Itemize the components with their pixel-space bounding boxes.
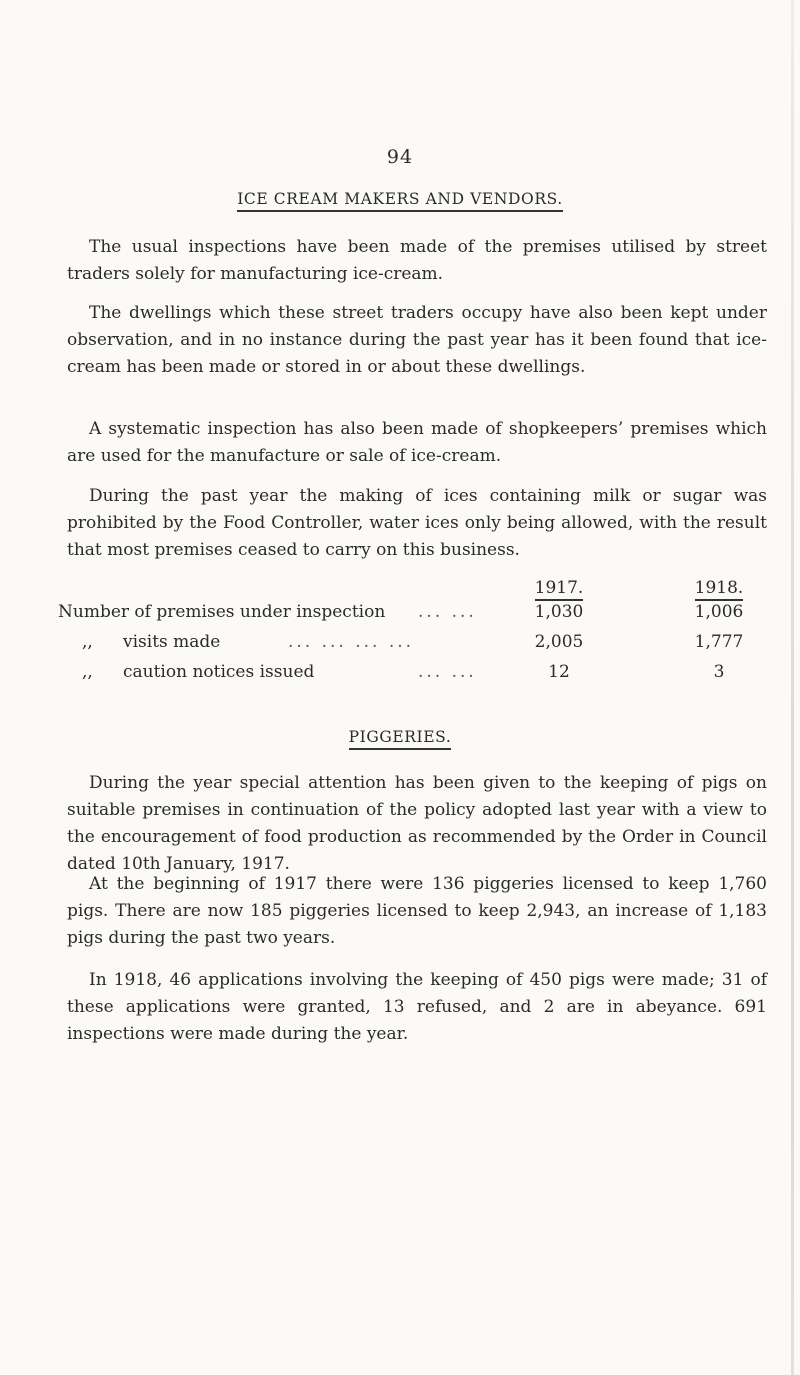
section-heading-piggeries-text: PIGGERIES.: [349, 728, 452, 750]
value-1917: 12: [548, 662, 570, 682]
column-header-1918-text: 1918.: [695, 578, 744, 601]
row-label: Number of premises under inspection: [58, 602, 386, 622]
paragraph-5: During the year special attention has been given to the keeping of pigs on suitable premises in continuation of the policy adopted last year with a view to the encouragement of food production as recommended by the Order in Council dated 10th January, 1917.: [67, 773, 767, 874]
paragraph-7: In 1918, 46 applications involving the keeping of 450 pigs were made; 31 of these applications were granted, 13 refused, and 2 are in abeyance. 691 inspections were made during the year.: [67, 970, 767, 1044]
section-heading-ice-cream: [0, 190, 800, 212]
paragraph-6: At the beginning of 1917 there were 136 piggeries licensed to keep 1,760 pigs. There are now 185 piggeries licensed to keep 2,943, an increase of 1,183 pigs during the past two years.: [67, 874, 767, 948]
value-1918: 3: [713, 662, 725, 682]
value-1917: 2,005: [534, 632, 584, 652]
table-row: [58, 632, 768, 658]
column-header-1917-text: 1917.: [535, 578, 584, 601]
row-label: caution notices issued: [123, 662, 315, 682]
table-row: [58, 662, 768, 688]
section-heading-piggeries: [0, 728, 800, 750]
paragraph-1: The usual inspections have been made of the premises utilised by street traders solely for manufacturing ice-cream.: [67, 237, 767, 284]
paragraph-4: During the past year the making of ices containing milk or sugar was prohibited by the Food Controller, water ices only being allowed, with the result that most premises ceased to carry on this business.: [67, 486, 767, 560]
section-heading-ice-cream-text: ICE CREAM MAKERS AND VENDORS.: [237, 190, 563, 212]
column-header-1917: [519, 578, 599, 598]
table-row: [58, 602, 768, 628]
value-1918: 1,777: [694, 632, 744, 652]
leader-dots: ... ... ... ...: [288, 632, 415, 652]
paragraph-3: A systematic inspection has also been made of shopkeepers’ premises which are used for the manufacture or sale of ice-cream.: [67, 419, 767, 466]
row-label: visits made: [123, 632, 221, 652]
leader-dots: ... ...: [418, 662, 477, 682]
leader-dots: ... ...: [418, 602, 477, 622]
column-header-1918: [679, 578, 759, 598]
ditto-mark: ,,: [82, 662, 93, 682]
ditto-mark: ,,: [82, 632, 93, 652]
value-1918: 1,006: [694, 602, 744, 622]
page-number: 94: [386, 146, 414, 168]
value-1917: 1,030: [534, 602, 584, 622]
paragraph-2: The dwellings which these street traders occupy have also been kept under observation, and in no instance during the past year has it been found that ice-cream has been made or stored in or about these dwellings.: [67, 303, 767, 377]
